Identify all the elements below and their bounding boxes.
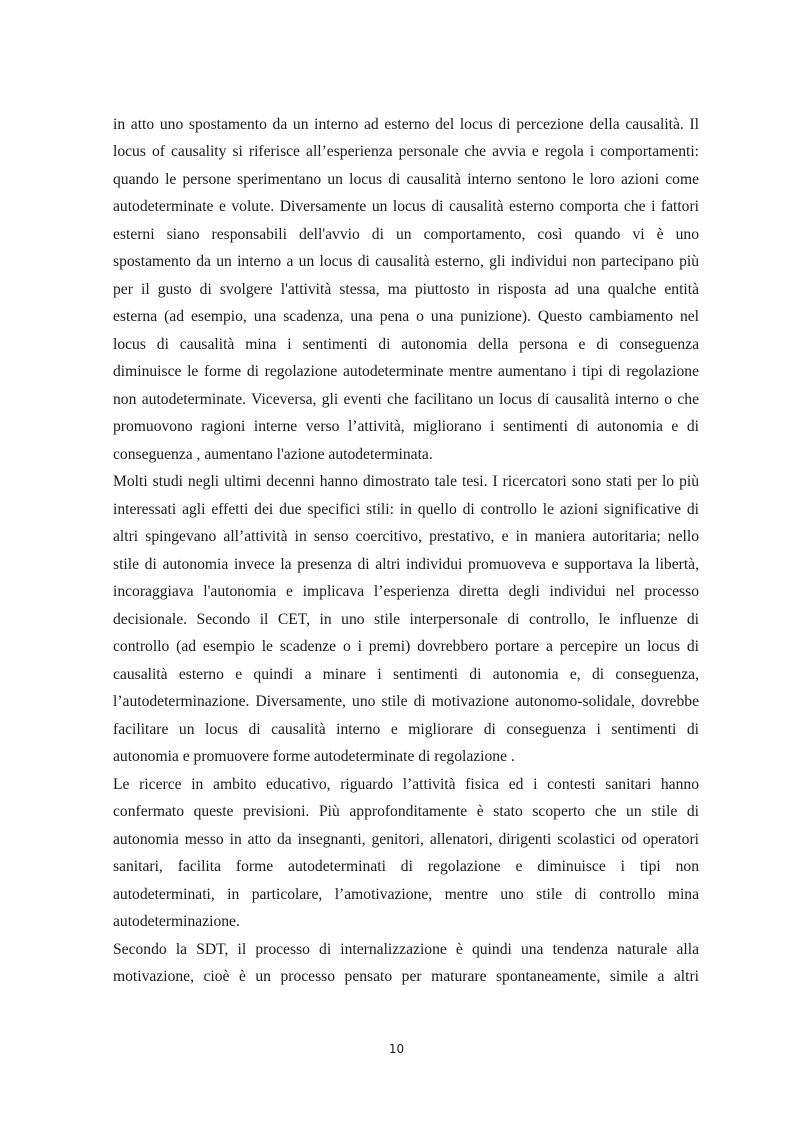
body-line: controllo (ad esempio le scadenze o i premi) dovrebbero portare a percepire un locus di <box>113 638 699 655</box>
body-line: autodeterminate e volute. Diversamente un locus di causalità esterno comporta che i fattori <box>113 198 699 215</box>
body-line: decisionale. Secondo il CET, in uno stile interpersonale di controllo, le influenze di <box>113 611 699 628</box>
body-line: Secondo la SDT, il processo di internalizzazione è quindi una tendenza naturale alla <box>113 941 699 958</box>
body-line: incoraggiava l'autonomia e implicava l’esperienza diretta degli individui nel processo <box>113 583 699 600</box>
body-line: locus di causalità mina i sentimenti di autonomia della persona e di conseguenza <box>113 336 699 353</box>
body-line: spostamento da un interno a un locus di causalità esterno, gli individui non partecipano più <box>113 253 699 270</box>
body-line: locus of causality si riferisce all’esperienza personale che avvia e regola i comportamenti: <box>113 143 699 160</box>
body-line: stile di autonomia invece la presenza di altri individui promuoveva e supportava la libertà, <box>113 556 699 573</box>
body-line: promuovono ragioni interne verso l’attività, migliorano i sentimenti di autonomia e di <box>113 418 699 435</box>
body-line: l’autodeterminazione. Diversamente, uno stile di motivazione autonomo-solidale, dovrebbe <box>113 693 699 710</box>
body-line: Le ricerce in ambito educativo, riguardo l’attività fisica ed i contesti sanitari hanno <box>113 776 699 793</box>
body-line: facilitare un locus di causalità interno e migliorare di conseguenza i sentimenti di <box>113 721 699 738</box>
body-line: Molti studi negli ultimi decenni hanno dimostrato tale tesi. I ricercatori sono stati per lo più <box>113 473 699 490</box>
body-line: altri spingevano all’attività in senso coercitivo, prestativo, e in maniera autoritaria; nello <box>113 528 699 545</box>
body-line-paragraph-end: autodeterminazione. <box>113 913 240 930</box>
body-line: esterni siano responsabili dell'avvio di un comportamento, così quando vi è uno <box>113 226 699 243</box>
body-line: interessati agli effetti dei due specifici stili: in quello di controllo le azioni significative di <box>113 501 699 518</box>
body-line: autodeterminati, in particolare, l’amotivazione, mentre uno stile di controllo mina <box>113 886 699 903</box>
body-line: diminuisce le forme di regolazione autodeterminate mentre aumentano i tipi di regolazione <box>113 363 699 380</box>
body-line: non autodeterminate. Viceversa, gli eventi che facilitano un locus di causalità interno o che <box>113 391 699 408</box>
body-line: per il gusto di svolgere l'attività stessa, ma piuttosto in risposta ad una qualche entità <box>113 281 699 298</box>
body-line-paragraph-end: autonomia e promuovere forme autodeterminate di regolazione . <box>113 748 515 765</box>
body-line: causalità esterno e quindi a minare i sentimenti di autonomia e, di conseguenza, <box>113 666 699 683</box>
body-line: in atto uno spostamento da un interno ad esterno del locus di percezione della causalità. Il <box>113 116 699 133</box>
body-line: autonomia messo in atto da insegnanti, genitori, allenatori, dirigenti scolastici od operatori <box>113 831 699 848</box>
body-line: confermato queste previsioni. Più approfonditamente è stato scoperto che un stile di <box>113 803 699 820</box>
body-line: motivazione, cioè è un processo pensato per maturare spontaneamente, simile a altri <box>113 968 699 985</box>
page-number: 10 <box>388 1042 405 1056</box>
body-line-paragraph-end: conseguenza , aumentano l'azione autodeterminata. <box>113 446 433 463</box>
body-line: esterna (ad esempio, una scadenza, una pena o una punizione). Questo cambiamento nel <box>113 308 699 325</box>
body-line: quando le persone sperimentano un locus di causalità interno sentono le loro azioni come <box>113 171 699 188</box>
body-line: sanitari, facilita forme autodeterminati di regolazione e diminuisce i tipi non <box>113 858 699 875</box>
